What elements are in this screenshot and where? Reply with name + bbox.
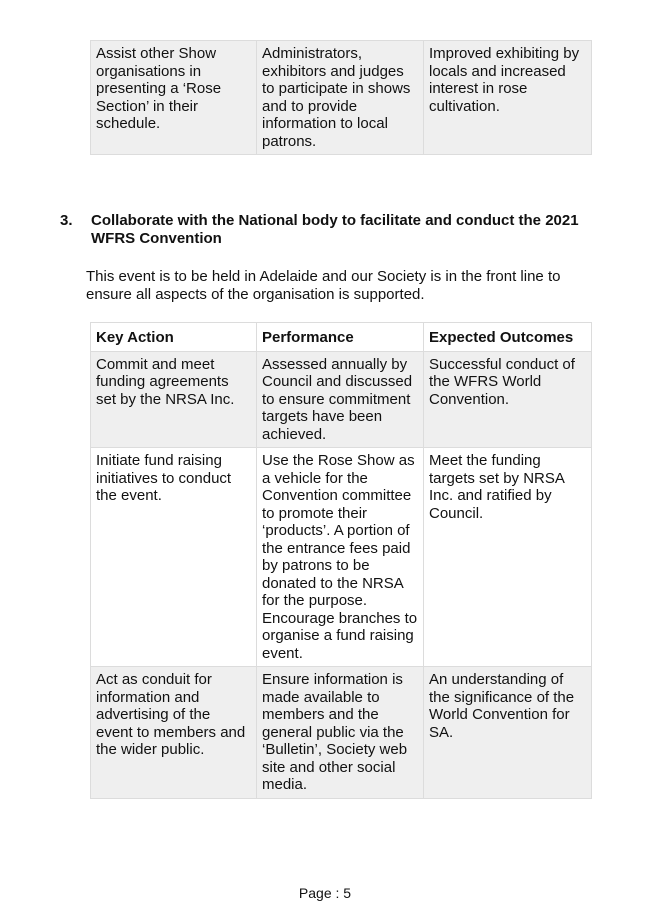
table-row <box>91 448 592 667</box>
key-action-cell: Act as conduit for information and advertising of the event to members and the wider public. <box>91 667 257 799</box>
expected-outcomes-header: Expected Outcomes <box>424 323 592 352</box>
table-row <box>91 667 592 799</box>
performance-cell: Ensure information is made available to members and the general public via the ‘Bulletin’, Society web site and other social media. <box>257 667 424 799</box>
convention-actions-table <box>90 322 592 799</box>
continued-actions-table <box>90 40 592 155</box>
expected-outcomes-cell: An understanding of the significance of the World Convention for SA. <box>424 667 592 799</box>
expected-outcomes-cell: Successful conduct of the WFRS World Convention. <box>424 351 592 448</box>
page-number: Page : 5 <box>298 885 352 901</box>
section-number: 3. <box>60 212 73 229</box>
performance-cell: Administrators, exhibitors and judges to participate in shows and to provide information to local patrons. <box>257 41 424 155</box>
key-action-cell: Initiate fund raising initiatives to conduct the event. <box>91 448 257 667</box>
expected-outcomes-cell: Improved exhibiting by locals and increased interest in rose cultivation. <box>424 41 592 155</box>
key-action-cell: Commit and meet funding agreements set by the NRSA Inc. <box>91 351 257 448</box>
key-action-cell: Assist other Show organisations in presenting a ‘Rose Section’ in their schedule. <box>91 41 257 155</box>
table-row <box>91 41 592 155</box>
table-row <box>91 351 592 448</box>
key-action-header: Key Action <box>91 323 257 352</box>
table-header-row <box>91 323 592 352</box>
section-heading: Collaborate with the National body to facilitate and conduct the 2021 WFRS Convention <box>91 212 579 247</box>
expected-outcomes-cell: Meet the funding targets set by NRSA Inc. and ratified by Council. <box>424 448 592 667</box>
section-intro-paragraph: This event is to be held in Adelaide and our Society is in the front line to ensure all aspects of the organisation is supported. <box>86 268 561 303</box>
performance-cell: Assessed annually by Council and discussed to ensure commitment targets have been achieved. <box>257 351 424 448</box>
performance-cell: Use the Rose Show as a vehicle for the Convention committee to promote their ‘products’. A portion of the entrance fees paid by patrons to be donated to the NRSA for the purpose. Encourage branches to organise a fund raising event. <box>257 448 424 667</box>
performance-header: Performance <box>257 323 424 352</box>
